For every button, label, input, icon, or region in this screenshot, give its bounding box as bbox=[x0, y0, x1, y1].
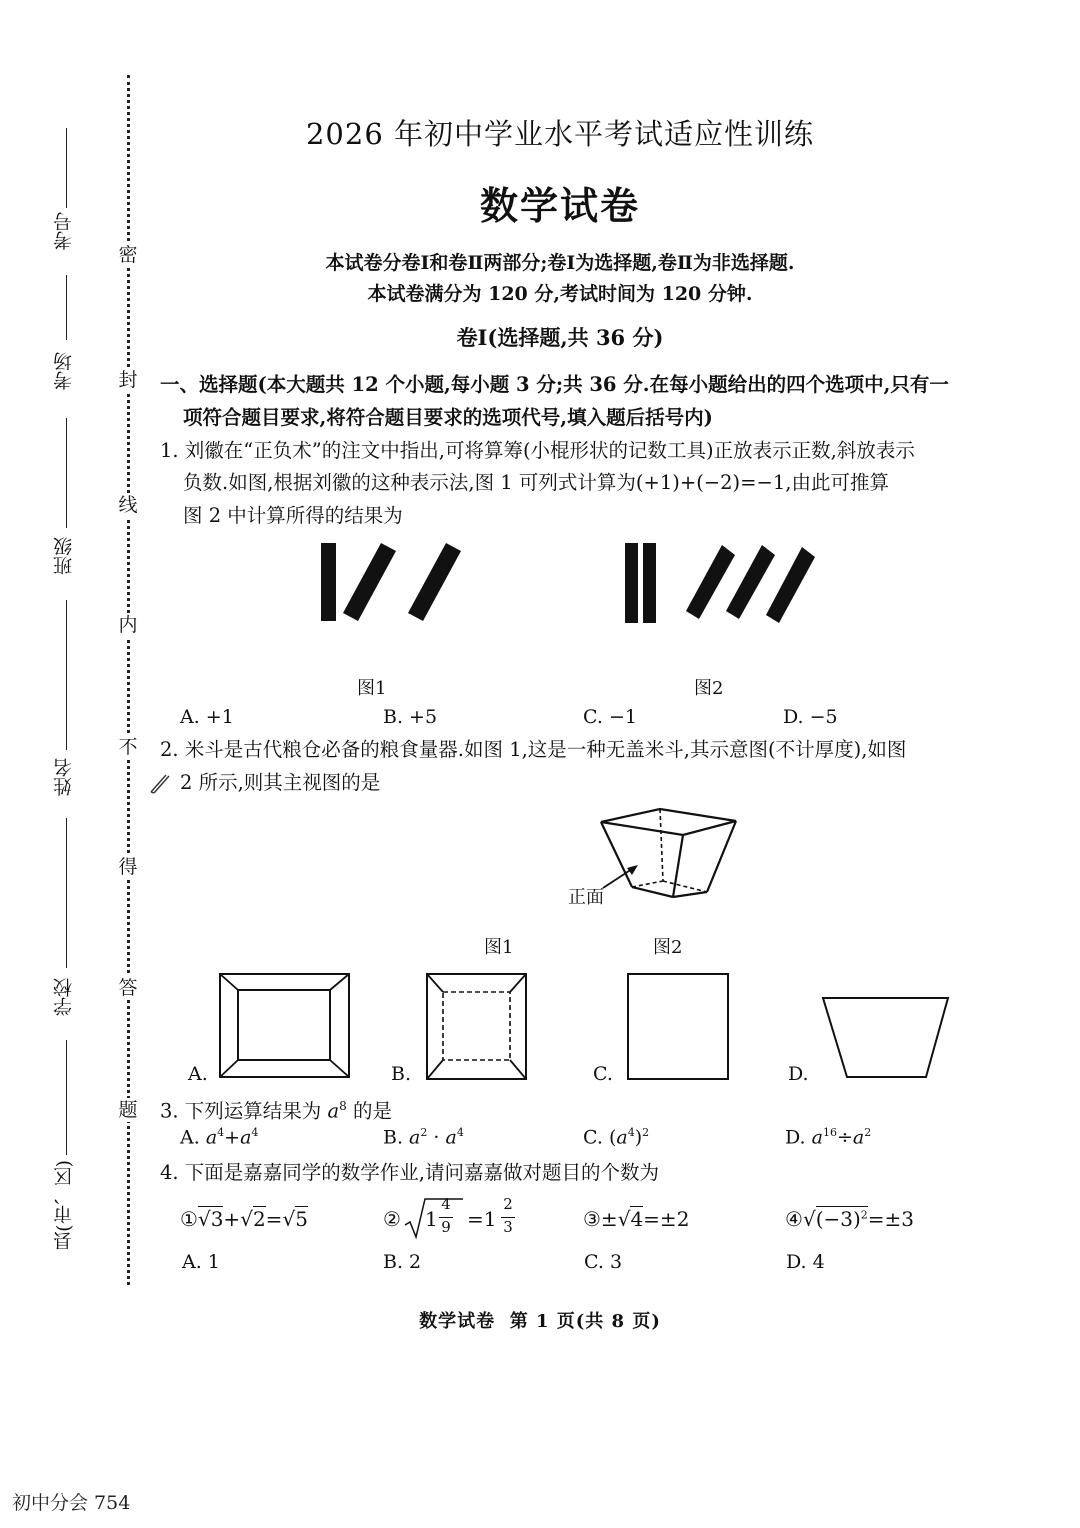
q1-stem-line-3: 图 2 中计算所得的结果为 bbox=[183, 504, 403, 527]
slanted-rod bbox=[343, 543, 396, 621]
field-line bbox=[66, 600, 67, 750]
q2-stem-line-1: 2. 米斗是古代粮仓必备的粮食量器.如图 1,这是一种无盖米斗,其示意图(不计厚度),如图 bbox=[160, 738, 907, 761]
q1-stem-line-1: 1. 刘徽在“正负术”的注文中指出,可将算筹(小棍形状的记数工具)正放表示正数,斜放表示 bbox=[160, 439, 915, 462]
section-1-heading-line-2: 项符合题目要求,将符合题目要求的选项代号,填入题后括号内) bbox=[183, 406, 713, 429]
field-exam-room-label: 考场 bbox=[53, 352, 75, 390]
q2-option-a-view[interactable] bbox=[218, 972, 353, 1080]
q4-option-d[interactable]: D. 4 bbox=[786, 1251, 825, 1273]
q1-figure-1-caption: 图1 bbox=[357, 678, 387, 699]
intro-line-2: 本试卷满分为 120 分,考试时间为 120 分钟. bbox=[367, 283, 753, 305]
q1-figure-2-counting-rods bbox=[615, 535, 835, 630]
field-line bbox=[66, 1040, 67, 1155]
q2-figure-2-caption: 图2 bbox=[653, 937, 683, 958]
q4-item-1: ①√3+√2=√5 bbox=[180, 1207, 308, 1231]
q1-option-c[interactable]: C. −1 bbox=[583, 706, 637, 728]
q1-option-a[interactable]: A. +1 bbox=[180, 706, 234, 728]
seal-char: 密 bbox=[114, 243, 142, 267]
q1-figure-1-counting-rods bbox=[310, 535, 480, 630]
field-line bbox=[66, 418, 67, 528]
pencil-icon bbox=[148, 770, 174, 796]
q3-option-b[interactable]: B. $a^2 \cdot a^4$ bbox=[383, 1126, 464, 1149]
field-class-label: 班级 bbox=[53, 537, 75, 575]
q2-option-b[interactable]: B. bbox=[391, 1063, 412, 1085]
seal-char: 得 bbox=[114, 855, 142, 879]
q4-item-3: ③±√4=±2 bbox=[583, 1207, 690, 1231]
slanted-rod bbox=[766, 547, 815, 623]
seal-char: 内 bbox=[114, 613, 142, 637]
part-1-title: 卷Ⅰ(选择题,共 36 分) bbox=[456, 325, 664, 350]
exam-title: 2026 年初中学业水平考试适应性训练 bbox=[305, 117, 815, 151]
q2-option-b-view[interactable] bbox=[425, 972, 529, 1082]
q4-option-a[interactable]: A. 1 bbox=[182, 1251, 220, 1273]
intro-line-1: 本试卷分卷Ⅰ和卷Ⅱ两部分;卷Ⅰ为选择题,卷Ⅱ为非选择题. bbox=[325, 252, 795, 274]
q3-option-a[interactable]: A. $a^4+a^4$ bbox=[180, 1126, 259, 1149]
upright-rod bbox=[321, 543, 336, 621]
q2-option-d[interactable]: D. bbox=[788, 1063, 809, 1085]
q1-option-d[interactable]: D. −5 bbox=[783, 706, 838, 728]
q4-item-4: $④√(-3)^2=\pm 3$ bbox=[785, 1207, 915, 1231]
q1-stem-line-2: 负数.如图,根据刘徽的这种表示法,图 1 可列式计算为(+1)+(−2)=−1,由此可推算 bbox=[183, 471, 889, 494]
slanted-rod bbox=[408, 543, 461, 621]
q2-rice-measure-diagram bbox=[595, 805, 745, 905]
field-line bbox=[66, 818, 67, 968]
seal-char: 不 bbox=[114, 735, 142, 759]
field-exam-number-label: 考号 bbox=[53, 212, 75, 250]
slanted-rod bbox=[686, 545, 735, 619]
seal-char: 题 bbox=[114, 1098, 142, 1122]
q1-figure-2-caption: 图2 bbox=[694, 678, 724, 699]
seal-char: 线 bbox=[114, 493, 142, 517]
watermark-text: 初中分会 754 bbox=[12, 1492, 131, 1514]
seal-char: 封 bbox=[114, 368, 142, 392]
field-line bbox=[66, 275, 67, 340]
section-1-heading-line-1: 一、选择题(本大题共 12 个小题,每小题 3 分;共 36 分.在每小题给出的四个选项中,只有一 bbox=[160, 373, 949, 396]
q4-stem: 4. 下面是嘉嘉同学的数学作业,请问嘉嘉做对题目的个数为 bbox=[160, 1161, 660, 1184]
field-county-label: 县(市、区) bbox=[53, 1160, 75, 1251]
field-line bbox=[66, 128, 67, 208]
field-school-label: 学校 bbox=[53, 978, 75, 1016]
q3-option-c[interactable]: C. $(a^4)^2$ bbox=[583, 1126, 650, 1149]
subject-title: 数学试卷 bbox=[479, 183, 640, 228]
q2-front-label: 正面 bbox=[568, 887, 604, 908]
upright-rod bbox=[643, 543, 656, 623]
seal-char: 答 bbox=[114, 976, 142, 1000]
q3-option-d[interactable]: D. $a^{16}\div a^2$ bbox=[785, 1126, 872, 1149]
q2-option-d-view[interactable] bbox=[820, 993, 952, 1081]
q2-figure-1-caption: 图1 bbox=[484, 937, 514, 958]
top-rim bbox=[601, 809, 736, 835]
q2-stem-line-2: 2 所示,则其主视图的是 bbox=[180, 771, 381, 794]
q2-option-c-view[interactable] bbox=[626, 972, 730, 1082]
q3-stem: 3. 下列运算结果为 $a^8$ 的是 bbox=[160, 1099, 392, 1123]
q4-option-c[interactable]: C. 3 bbox=[584, 1251, 623, 1273]
q4-option-b[interactable]: B. 2 bbox=[383, 1251, 422, 1273]
page-footer: 数学试卷 第 1 页(共 8 页) bbox=[419, 1311, 661, 1332]
field-name-label: 姓名 bbox=[53, 758, 75, 796]
q1-option-b[interactable]: B. +5 bbox=[383, 706, 438, 728]
q2-option-c[interactable]: C. bbox=[593, 1063, 613, 1085]
upright-rod bbox=[625, 543, 638, 623]
q2-option-a[interactable]: A. bbox=[188, 1063, 208, 1085]
